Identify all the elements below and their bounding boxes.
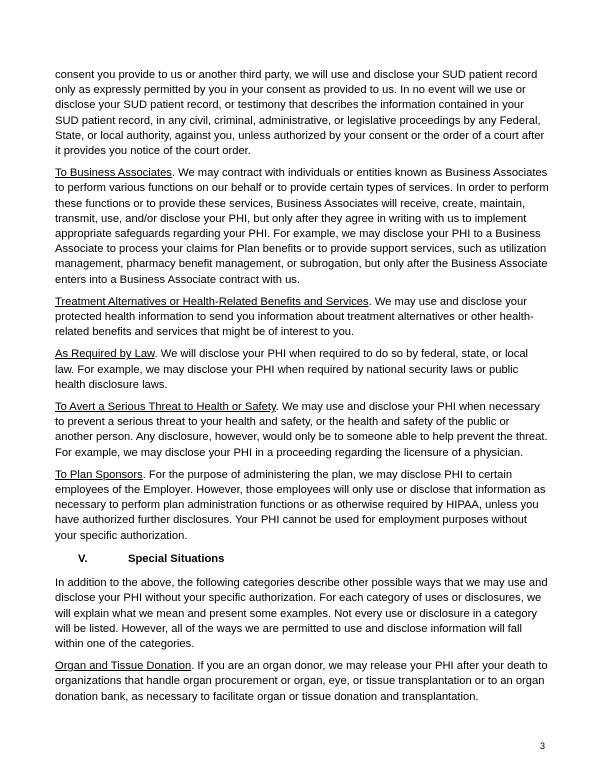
paragraph-organ-donation (55, 659, 549, 705)
paragraph-required-by-law (55, 347, 549, 393)
section-title: Special Situations (128, 552, 225, 565)
body-treatment-alternatives: . We may use and disclose your protected health information to send you information about treatment alternatives or other health-related benefits and services that might be of interest to you. (55, 295, 534, 339)
paragraph-avert-threat (55, 400, 549, 461)
body-avert-threat: . We may use and disclose your PHI when necessary to prevent a serious threat to your health and safety, or the health and safety of the public or another person. Any disclosure, however, would only be to someone able to help prevent the threat. For example, we may disclose your PHI in a proceeding regarding the licensure of a physician. (55, 401, 548, 459)
paragraph-sud-consent: consent you provide to us or another third party, we will use and disclose your SUD patient record only as expressly permitted by you in your consent as provided to us. In no event will we use or disclose your SUD patient record, or testimony that describes the information contained in your SUD patient record, in any civil, criminal, administrative, or legislative proceedings by any Federal, State, or local authority, against you, unless authorized by your consent or the order of a court after it provides you notice of the court order. (55, 69, 545, 158)
body-plan-sponsors: . For the purpose of administering the plan, we may disclose PHI to certain employees of the Employer. However, those employees will only use or disclose that information as necessary to perform plan administration functions or as otherwise required by HIPAA, unless you have authorized further disclosures. Your PHI cannot be used for employment purposes without your specific authorization. (55, 468, 546, 542)
paragraph-special-situations-intro: In addition to the above, the following categories describe other possible ways that we may use and disclose your PHI without your specific authorization. For each category of uses or disclosures, we will explain what we mean and present some examples. Not every use or disclosure in a category will be listed. However, all of the ways we are permitted to use and disclose information will fall within one of the categories. (55, 577, 548, 650)
heading-avert-threat: To Avert a Serious Threat to Health or Safety (55, 401, 276, 414)
paragraph-treatment-alternatives (55, 295, 549, 341)
heading-business-associates: To Business Associates (55, 167, 172, 180)
body-organ-donation: . If you are an organ donor, we may release your PHI after your death to organizations that handle organ procurement or organ, eye, or tissue transplantation or to an organ donation bank, as necessary to facilitate organ or tissue donation and transplantation. (55, 660, 548, 703)
body-business-associates: . We may contract with individuals or entities known as Business Associates to perform various functions on our behalf or to provide certain types of services. In order to perform these functions or to provide these services, Business Associates will receive, create, maintain, transmit, use, and/or disclose your PHI, but only after they agree in writing with us to implement appropriate safeguards regarding your PHI. For example, we may disclose your PHI to a Business Associate to process your claims for Plan benefits or to provide support services, such as utilization management, pharmacy benefit management, or subrogation, but only after the Business Associate enters into a Business Associate contract with us. (55, 167, 549, 286)
heading-organ-donation: Organ and Tissue Donation (55, 660, 192, 673)
section-number: V. (78, 552, 88, 565)
paragraph-business-associates (55, 166, 549, 288)
heading-treatment-alternatives: Treatment Alternatives or Health-Related Benefits and Services (55, 295, 369, 308)
body-required-by-law: . We will disclose your PHI when required to do so by federal, state, or local law. For example, we may disclose your PHI when required by national security laws or public health disclosure laws. (55, 348, 529, 391)
paragraph-plan-sponsors (55, 468, 549, 544)
page-number: 3 (539, 741, 545, 751)
heading-plan-sponsors: To Plan Sponsors (55, 468, 143, 481)
section-heading (78, 552, 549, 567)
heading-required-by-law: As Required by Law (55, 348, 155, 361)
document-page (55, 68, 549, 712)
